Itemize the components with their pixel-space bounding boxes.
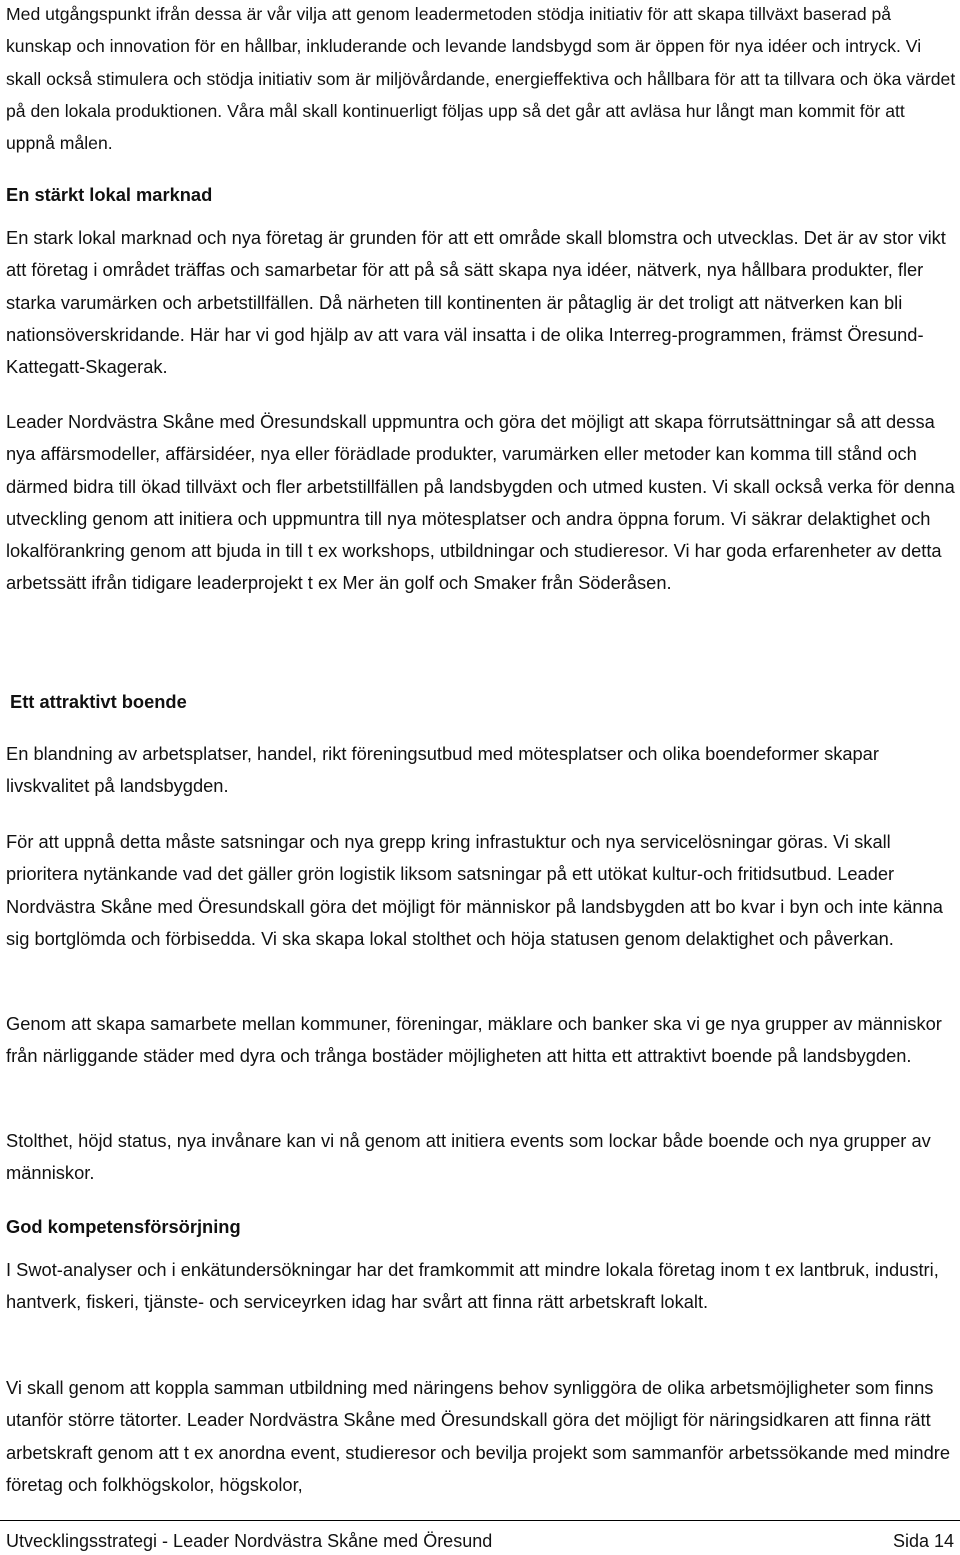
market-paragraph-1: En stark lokal marknad och nya företag är grunden för att ett område skall blomstra och utvecklas. Det är av stor vikt att företag i området träffas och samarbetar för att på så sätt skapa nya idéer, nätverk, nya hållbara produkter, fler starka varumärken och arbetstillfällen. Då närheten till kontinenten är påtaglig är det troligt att nätverken kan bli nationsöverskridande. Här har vi god hjälp av att vara väl insatta i de olika Interreg-programmen, främst Öresund-Kattegatt-Skagerak. bbox=[6, 227, 946, 378]
competence-paragraph-1: I Swot-analyser och i enkätundersökningar har det framkommit att mindre lokala företag inom t ex lantbruk, industri, hantverk, fiskeri, tjänste- och serviceyrken idag har svårt att finna rätt arbetskraft lokalt. bbox=[6, 1259, 939, 1313]
competence-paragraph-2: Vi skall genom att koppla samman utbildning med näringens behov synliggöra de olika arbetsmöjligheter som finns utanför större tätorter. Leader Nordvästra Skåne med Öresundskall göra det möjligt för näringsidkaren att finna rätt arbetskraft genom att t ex anordna event, studieresor och bevilja projekt som sammanför arbetssökande med mindre företag och folkhögskolor, högskolor, bbox=[6, 1377, 950, 1495]
footer-document-title: Utvecklingsstrategi - Leader Nordvästra Skåne med Öresund bbox=[6, 1531, 493, 1551]
housing-paragraph-2: För att uppnå detta måste satsningar och nya grepp kring infrastuktur och nya servicelösningar göras. Vi skall prioritera nytänkande vad det gäller grön logistik liksom satsningar på ett utökat kultur-och fritidsutbud. Leader Nordvästra Skåne med Öresundskall göra det möjligt för människor på landsbygden att bo kvar i byn och inte känna sig bortglömda och förbisedda. Vi ska skapa lokal stolthet och höja statusen genom delaktighet och påverkan. bbox=[6, 831, 943, 949]
footer-divider bbox=[0, 1520, 960, 1521]
housing-paragraph-3: Genom att skapa samarbete mellan kommuner, föreningar, mäklare och banker ska vi ge nya grupper av människor från närliggande städer med dyra och trånga bostäder möjligheten att hitta ett attraktivt boende på landsbygden. bbox=[6, 1013, 942, 1067]
footer-page-number: Sida 14 bbox=[892, 1531, 954, 1551]
section-heading-housing: Ett attraktivt boende bbox=[10, 691, 187, 712]
housing-paragraph-4: Stolthet, höjd status, nya invånare kan vi nå genom att initiera events som lockar både boende och nya grupper av människor. bbox=[6, 1130, 931, 1184]
housing-paragraph-1: En blandning av arbetsplatser, handel, rikt föreningsutbud med mötesplatser och olika boendeformer skapar livskvalitet på landsbygden. bbox=[6, 743, 879, 797]
section-heading-market: En stärkt lokal marknad bbox=[6, 184, 213, 205]
section-heading-competence: God kompetensförsörjning bbox=[6, 1216, 241, 1237]
market-paragraph-2: Leader Nordvästra Skåne med Öresundskall uppmuntra och göra det möjligt att skapa förrutsättningar så att dessa nya affärsmodeller, affärsidéer, nya eller förädlade produkter, varumärken eller metoder kan komma till stånd och därmed bidra till ökad tillväxt och fler arbetstillfällen på landsbygden och utmed kusten. Vi skall också verka för denna utveckling genom att initiera och uppmuntra till nya mötesplatser och andra öppna forum. Vi säkrar delaktighet och lokalförankring genom att bjuda in till t ex workshops, utbildningar och studieresor. Vi har goda erfarenheter av detta arbetssätt ifrån tidigare leaderprojekt t ex Mer än golf och Smaker från Söderåsen. bbox=[6, 411, 955, 594]
intro-paragraph: Med utgångspunkt ifrån dessa är vår vilja att genom leadermetoden stödja initiativ för att skapa tillväxt baserad på kunskap och innovation för en hållbar, inkluderande och levande landsbygd som är öppen för nya idéer och intryck. Vi skall också stimulera och stödja initiativ som är miljövårdande, energieffektiva och hållbara för att ta tillvara och öka värdet på den lokala produktionen. Våra mål skall kontinuerligt följas upp så det går att avläsa hur långt man kommit för att uppnå målen. bbox=[6, 4, 956, 154]
